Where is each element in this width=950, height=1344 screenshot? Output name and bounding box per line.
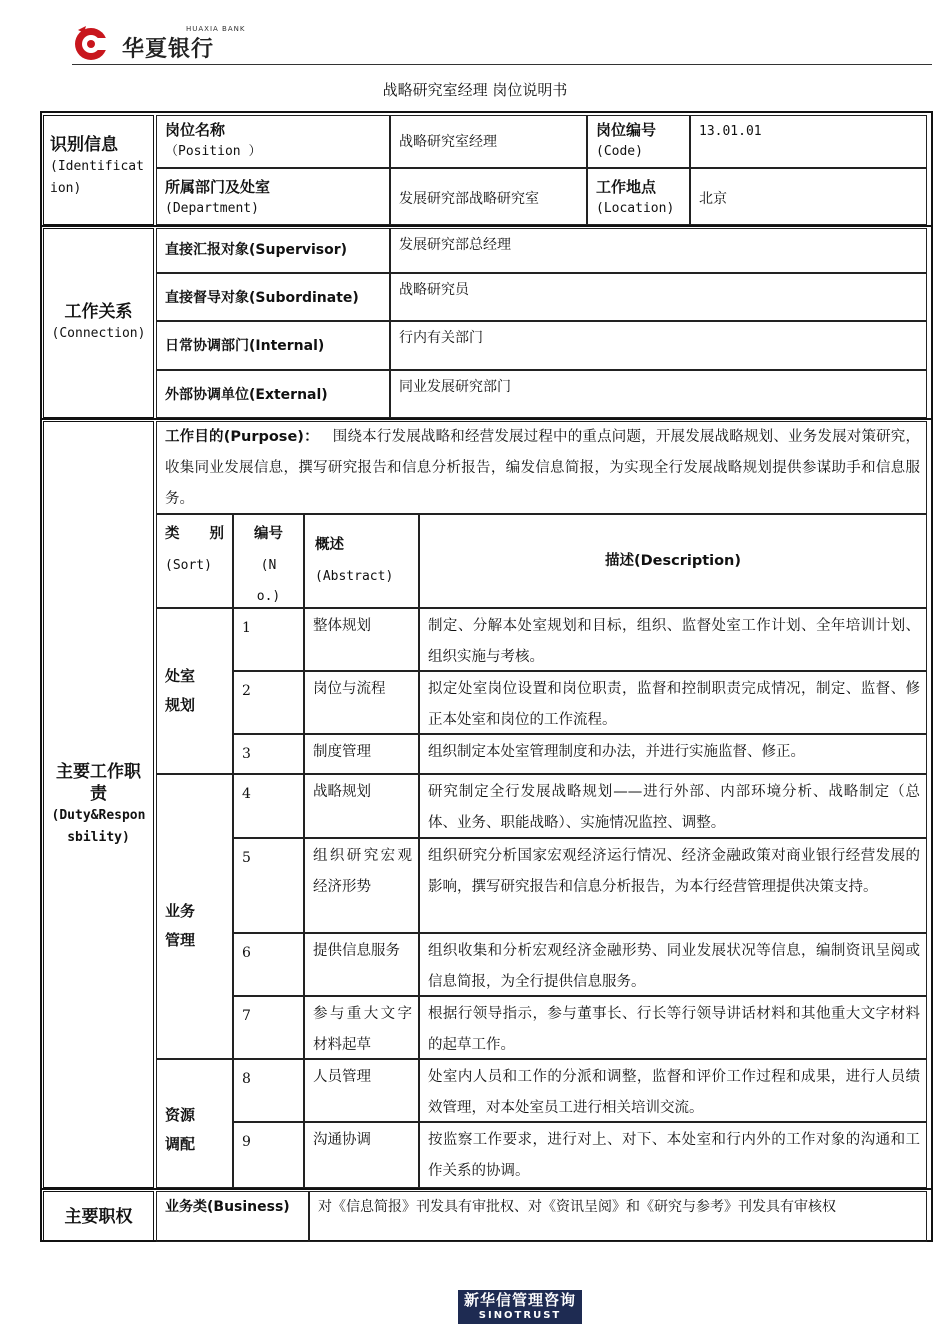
subordinate-label: 直接督导对象(Subordinate) xyxy=(165,290,359,306)
row-4-desc: 研究制定全行发展战略规划——进行外部、内部环境分析、战略制定（总体、业务、职能战略）、实施情况监控、调整。 xyxy=(428,784,920,831)
table-row-3-abstract xyxy=(304,734,419,774)
purpose-label: 工作目的(Purpose)： xyxy=(165,429,319,445)
authority-label-cell xyxy=(156,1191,309,1242)
identification-side-zh: 识别信息 xyxy=(50,135,118,155)
abstract-header xyxy=(304,514,419,608)
description-header xyxy=(419,514,927,608)
table-row-2-no xyxy=(233,671,304,734)
bank-logo-cn: 华夏银行 xyxy=(122,37,215,62)
sort-header xyxy=(156,514,233,608)
row-8-desc: 处室内人员和工作的分派和调整，监督和评价工作过程和成果，进行人员绩效管理，对本处室员工进行相关培训交流。 xyxy=(428,1069,920,1116)
connection-side-zh: 工作关系 xyxy=(64,302,133,322)
row-5-abstract: 组织研究宏观经济形势 xyxy=(313,848,412,895)
location-label-cell xyxy=(587,168,690,225)
row-1-no: 1 xyxy=(242,620,251,636)
row-1-desc: 制定、分解本处室规划和目标，组织、监督处室工作计划、全年培训计划、组织实施与考核。 xyxy=(428,618,920,665)
table-row-6-abstract xyxy=(304,933,419,996)
table-row-5-no xyxy=(233,838,304,933)
subordinate-label-cell xyxy=(156,273,390,321)
internal-label: 日常协调部门(Internal) xyxy=(165,338,325,354)
description-header-label: 描述(Description) xyxy=(604,553,742,569)
subordinate-value-cell xyxy=(390,273,927,321)
supervisor-value-cell xyxy=(390,228,927,273)
row-2-no: 2 xyxy=(242,683,251,699)
no-header-zh: 编号 xyxy=(254,526,283,542)
authority-side-zh: 主要职权 xyxy=(64,1206,133,1227)
sinotrust-logo xyxy=(458,1290,582,1324)
row-2-desc: 拟定处室岗位设置和岗位职责，监督和控制职责完成情况，制定、监督、修正本处室和岗位的工作流程。 xyxy=(428,681,920,728)
table-row-8-desc xyxy=(419,1059,927,1122)
row-3-desc: 组织制定本处室管理制度和办法，并进行实施监督、修正。 xyxy=(428,744,805,760)
bank-logo-en: HUAXIA BANK xyxy=(186,25,246,33)
connection-side-en: (Connection) xyxy=(51,326,146,341)
abstract-header-en: (Abstract) xyxy=(315,569,394,584)
location-label-zh: 工作地点 xyxy=(596,178,657,196)
code-label-cell xyxy=(587,115,690,168)
table-row-9-no xyxy=(233,1122,304,1188)
row-4-abstract: 战略规划 xyxy=(313,784,371,800)
section-divider-duty xyxy=(40,418,933,420)
table-row-7-no xyxy=(233,996,304,1059)
table-row-8-no xyxy=(233,1059,304,1122)
external-value: 同业发展研究部门 xyxy=(399,379,511,395)
internal-label-cell xyxy=(156,321,390,370)
internal-value-cell xyxy=(390,321,927,370)
supervisor-label-cell xyxy=(156,228,390,273)
row-3-no: 3 xyxy=(242,746,251,762)
sinotrust-logo-cn: 新华信管理咨询 xyxy=(463,1291,576,1309)
table-row-3-desc xyxy=(419,734,927,774)
no-header-en: (No.) xyxy=(256,558,281,604)
table-row-4-no xyxy=(233,774,304,838)
table-row-4-desc xyxy=(419,774,927,838)
internal-value: 行内有关部门 xyxy=(399,330,483,346)
code-label-zh: 岗位编号 xyxy=(596,121,657,139)
row-8-abstract: 人员管理 xyxy=(313,1069,371,1085)
duty-side-en: (Duty&Responsbility) xyxy=(51,807,146,845)
table-row-6-no xyxy=(233,933,304,996)
table-row-2-abstract xyxy=(304,671,419,734)
authority-value-cell xyxy=(309,1191,927,1242)
location-label-en: (Location) xyxy=(596,201,675,216)
supervisor-value: 发展研究部总经理 xyxy=(399,237,511,253)
location-value: 北京 xyxy=(699,191,727,207)
department-label-zh: 所属部门及处室 xyxy=(165,178,271,196)
position-label-cell xyxy=(156,115,390,168)
code-value-cell xyxy=(690,115,927,168)
row-8-no: 8 xyxy=(242,1071,251,1087)
table-row-6-desc xyxy=(419,933,927,996)
subordinate-value: 战略研究员 xyxy=(399,282,469,298)
duty-side-zh: 主要工作职责 xyxy=(56,761,141,804)
section-divider-authority xyxy=(40,1188,933,1190)
department-label-cell xyxy=(156,168,390,225)
code-value: 13.01.01 xyxy=(699,124,762,139)
row-6-desc: 组织收集和分析宏观经济金融形势、同业发展状况等信息，编制资讯呈阅或信息简报，为全行提供信息服务。 xyxy=(428,943,920,990)
row-1-abstract: 整体规划 xyxy=(313,618,371,634)
department-value-cell xyxy=(390,168,587,225)
department-value: 发展研究部战略研究室 xyxy=(399,191,539,207)
row-5-no: 5 xyxy=(242,850,251,866)
purpose-cell xyxy=(156,421,927,514)
purpose-text: 围绕本行发展战略和经营发展过程中的重点问题，开展发展战略规划、业务发展对策研究，收集同业发展信息，撰写研究报告和信息分析报告，编发信息简报，为实现全行发展战略规划提供参谋助手和信息服务。 xyxy=(165,429,920,507)
table-row-9-desc xyxy=(419,1122,927,1188)
position-label-zh: 岗位名称 xyxy=(165,121,226,139)
row-9-abstract: 沟通协调 xyxy=(313,1132,371,1148)
location-value-cell xyxy=(690,168,927,225)
row-9-desc: 按监察工作要求，进行对上、对下、本处室和行内外的工作对象的沟通和工作关系的协调。 xyxy=(428,1132,920,1179)
section-divider-connection xyxy=(40,225,933,227)
row-7-abstract: 参与重大文字材料起草 xyxy=(313,1006,412,1053)
bank-logo-icon xyxy=(70,24,112,62)
row-2-abstract: 岗位与流程 xyxy=(313,681,386,697)
table-row-3-no xyxy=(233,734,304,774)
row-7-no: 7 xyxy=(242,1008,251,1024)
table-row-7-abstract xyxy=(304,996,419,1059)
authority-side-label xyxy=(43,1191,154,1242)
position-value: 战略研究室经理 xyxy=(399,134,497,150)
row-3-abstract: 制度管理 xyxy=(313,744,371,760)
row-9-no: 9 xyxy=(242,1134,251,1150)
row-4-no: 4 xyxy=(242,786,251,802)
position-value-cell xyxy=(390,115,587,168)
external-label: 外部协调单位(External) xyxy=(165,387,328,403)
group-resources xyxy=(156,1059,233,1188)
authority-value: 对《信息简报》刊发具有审批权、对《资讯呈阅》和《研究与参考》刊发具有审核权 xyxy=(318,1199,836,1215)
table-row-5-desc xyxy=(419,838,927,933)
group-resources-label: 资源调配 xyxy=(165,1105,196,1153)
page-title: 战略研究室经理 岗位说明书 xyxy=(382,81,568,99)
duty-side-label xyxy=(43,421,154,1188)
table-row-5-abstract xyxy=(304,838,419,933)
sort-header-en: (Sort) xyxy=(165,558,212,573)
table-row-9-abstract xyxy=(304,1122,419,1188)
group-planning-label: 处室规划 xyxy=(165,667,196,714)
table-row-7-desc xyxy=(419,996,927,1059)
row-5-desc: 组织研究分析国家宏观经济运行情况、经济金融政策对商业银行经营发展的影响，撰写研究报告和信息分析报告，为本行经营管理提供决策支持。 xyxy=(428,848,920,895)
table-row-1-abstract xyxy=(304,608,419,671)
row-6-no: 6 xyxy=(242,945,251,961)
group-business xyxy=(156,774,233,1059)
abstract-header-zh: 概述 xyxy=(315,537,344,553)
code-label-en: (Code) xyxy=(596,144,643,159)
group-business-label: 业务管理 xyxy=(165,901,196,949)
identification-side-label xyxy=(43,115,154,225)
sort-header-zh: 类 别 xyxy=(165,526,224,542)
table-row-1-desc xyxy=(419,608,927,671)
connection-side-label xyxy=(43,228,154,418)
sinotrust-logo-en: SINOTRUST xyxy=(478,1310,562,1321)
table-row-2-desc xyxy=(419,671,927,734)
header-divider xyxy=(72,64,932,65)
table-row-8-abstract xyxy=(304,1059,419,1122)
position-label-en: （Position ） xyxy=(165,144,262,159)
supervisor-label: 直接汇报对象(Supervisor) xyxy=(165,242,348,258)
external-value-cell xyxy=(390,370,927,418)
department-label-en: (Department) xyxy=(165,201,259,216)
table-row-4-abstract xyxy=(304,774,419,838)
external-label-cell xyxy=(156,370,390,418)
identification-side-en: (Identification) xyxy=(50,159,144,196)
authority-label: 业务类(Business) xyxy=(165,1199,290,1215)
no-header xyxy=(233,514,304,608)
group-planning xyxy=(156,608,233,774)
row-6-abstract: 提供信息服务 xyxy=(313,943,400,959)
row-7-desc: 根据行领导指示，参与董事长、行长等行领导讲话材料和其他重大文字材料的起草工作。 xyxy=(428,1006,920,1053)
table-row-1-no xyxy=(233,608,304,671)
